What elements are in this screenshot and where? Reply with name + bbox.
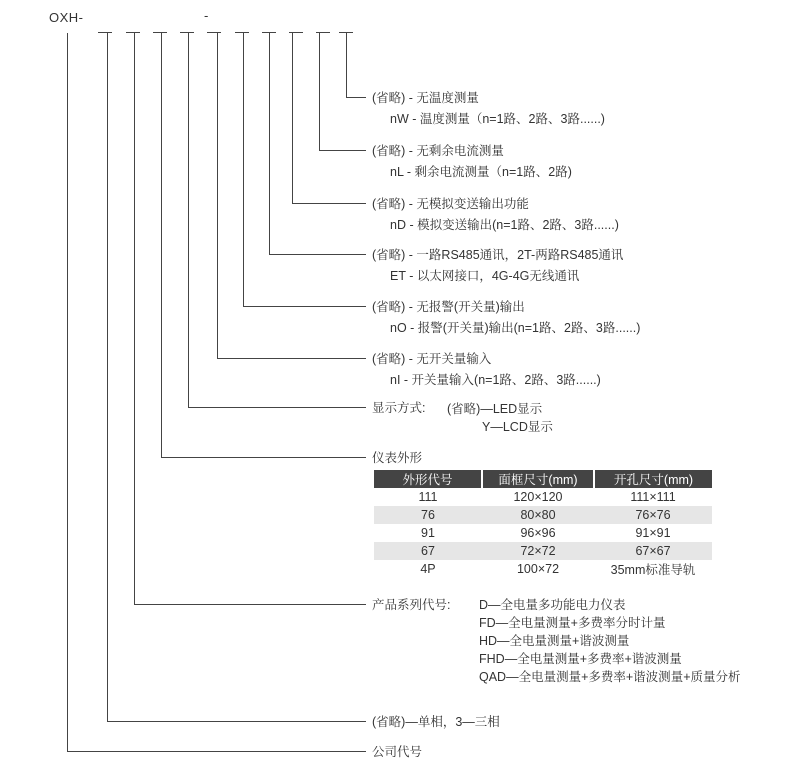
cutout-size: 67×67 (594, 542, 712, 560)
alarm-option-none: (省略) - 无报警(开关量)输出 (372, 300, 525, 314)
connector-lines (68, 33, 367, 752)
display-option-led: (省略)—LED显示 (447, 402, 543, 416)
analog-option-code: nD - 模拟变送输出(n=1路、2路、3路......) (390, 218, 619, 232)
model-separator: - (204, 8, 209, 23)
shape-code: 4P (420, 562, 436, 576)
series-item-hd: HD—全电量测量+谐波测量 (479, 634, 630, 648)
shape-table (374, 470, 712, 578)
header-cutout-size: 开孔尺寸(mm) (594, 470, 712, 488)
cutout-size: 76×76 (594, 506, 712, 524)
temp-option-none: (省略) - 无温度测量 (372, 91, 479, 105)
shape-code: 67 (374, 542, 482, 560)
cutout-size: 91×91 (635, 526, 671, 540)
residual-option-code: nL - 剩余电流测量（n=1路、2路) (390, 165, 572, 179)
series-label: 产品系列代号: (372, 598, 451, 612)
shape-code: 76 (374, 506, 482, 524)
connector-series (135, 33, 367, 605)
alarm-option-code: nO - 报警(开关量)输出(n=1路、2路、3路......) (390, 321, 641, 335)
comm-option-code: ET - 以太网接口，4G-4G无线通讯 (390, 269, 580, 283)
shape-code: 91 (421, 526, 435, 540)
analog-option-none: (省略) - 无模拟变送输出功能 (372, 197, 529, 211)
display-option-lcd: Y—LCD显示 (482, 420, 553, 434)
series-item-fd: FD—全电量测量+多费率分时计量 (479, 616, 666, 630)
shape-code: 111 (418, 490, 438, 504)
phase-option: (省略)—单相，3—三相 (372, 715, 500, 729)
table-row (374, 542, 712, 560)
frame-size: 100×72 (516, 562, 560, 576)
header-shape-code: 外形代号 (374, 470, 482, 488)
series-item-qad: QAD—全电量测量+多费率+谐波测量+质量分析 (479, 670, 741, 684)
connector-temp (347, 33, 367, 98)
cutout-size: 111×111 (630, 490, 676, 504)
connector-input (218, 33, 367, 359)
table-row (374, 524, 712, 542)
table-row (374, 506, 712, 524)
connector-shape (162, 33, 367, 458)
input-option-code: nI - 开关量输入(n=1路、2路、3路......) (390, 373, 601, 387)
comm-option-none: (省略) - 一路RS485通讯，2T-两路RS485通讯 (372, 248, 624, 262)
display-label: 显示方式: (372, 401, 426, 415)
company-code: 公司代号 (372, 745, 423, 759)
cutout-size: 35mm标准导轨 (610, 563, 696, 577)
connector-display (189, 33, 367, 408)
connector-comm (270, 33, 367, 255)
connector-alarm (244, 33, 367, 307)
frame-size: 120×120 (513, 490, 563, 504)
series-item-d: D—全电量多功能电力仪表 (479, 598, 626, 612)
series-item-fhd: FHD—全电量测量+多费率+谐波测量 (479, 652, 682, 666)
shape-label: 仪表外形 (372, 451, 423, 465)
input-option-none: (省略) - 无开关量输入 (372, 352, 492, 366)
residual-option-none: (省略) - 无剩余电流测量 (372, 144, 504, 158)
temp-option-code: nW - 温度测量（n=1路、2路、3路......) (390, 112, 605, 126)
frame-size: 96×96 (520, 526, 556, 540)
frame-size: 80×80 (482, 506, 594, 524)
shape-table-header (374, 470, 712, 488)
connector-phase (108, 33, 367, 722)
model-prefix: OXH- (49, 10, 84, 25)
connector-analog (293, 33, 367, 204)
connector-residual (320, 33, 367, 151)
table-row (374, 560, 712, 578)
table-row (374, 488, 712, 506)
header-frame-size: 面框尺寸(mm) (482, 470, 594, 488)
frame-size: 72×72 (482, 542, 594, 560)
connector-company (68, 33, 367, 752)
